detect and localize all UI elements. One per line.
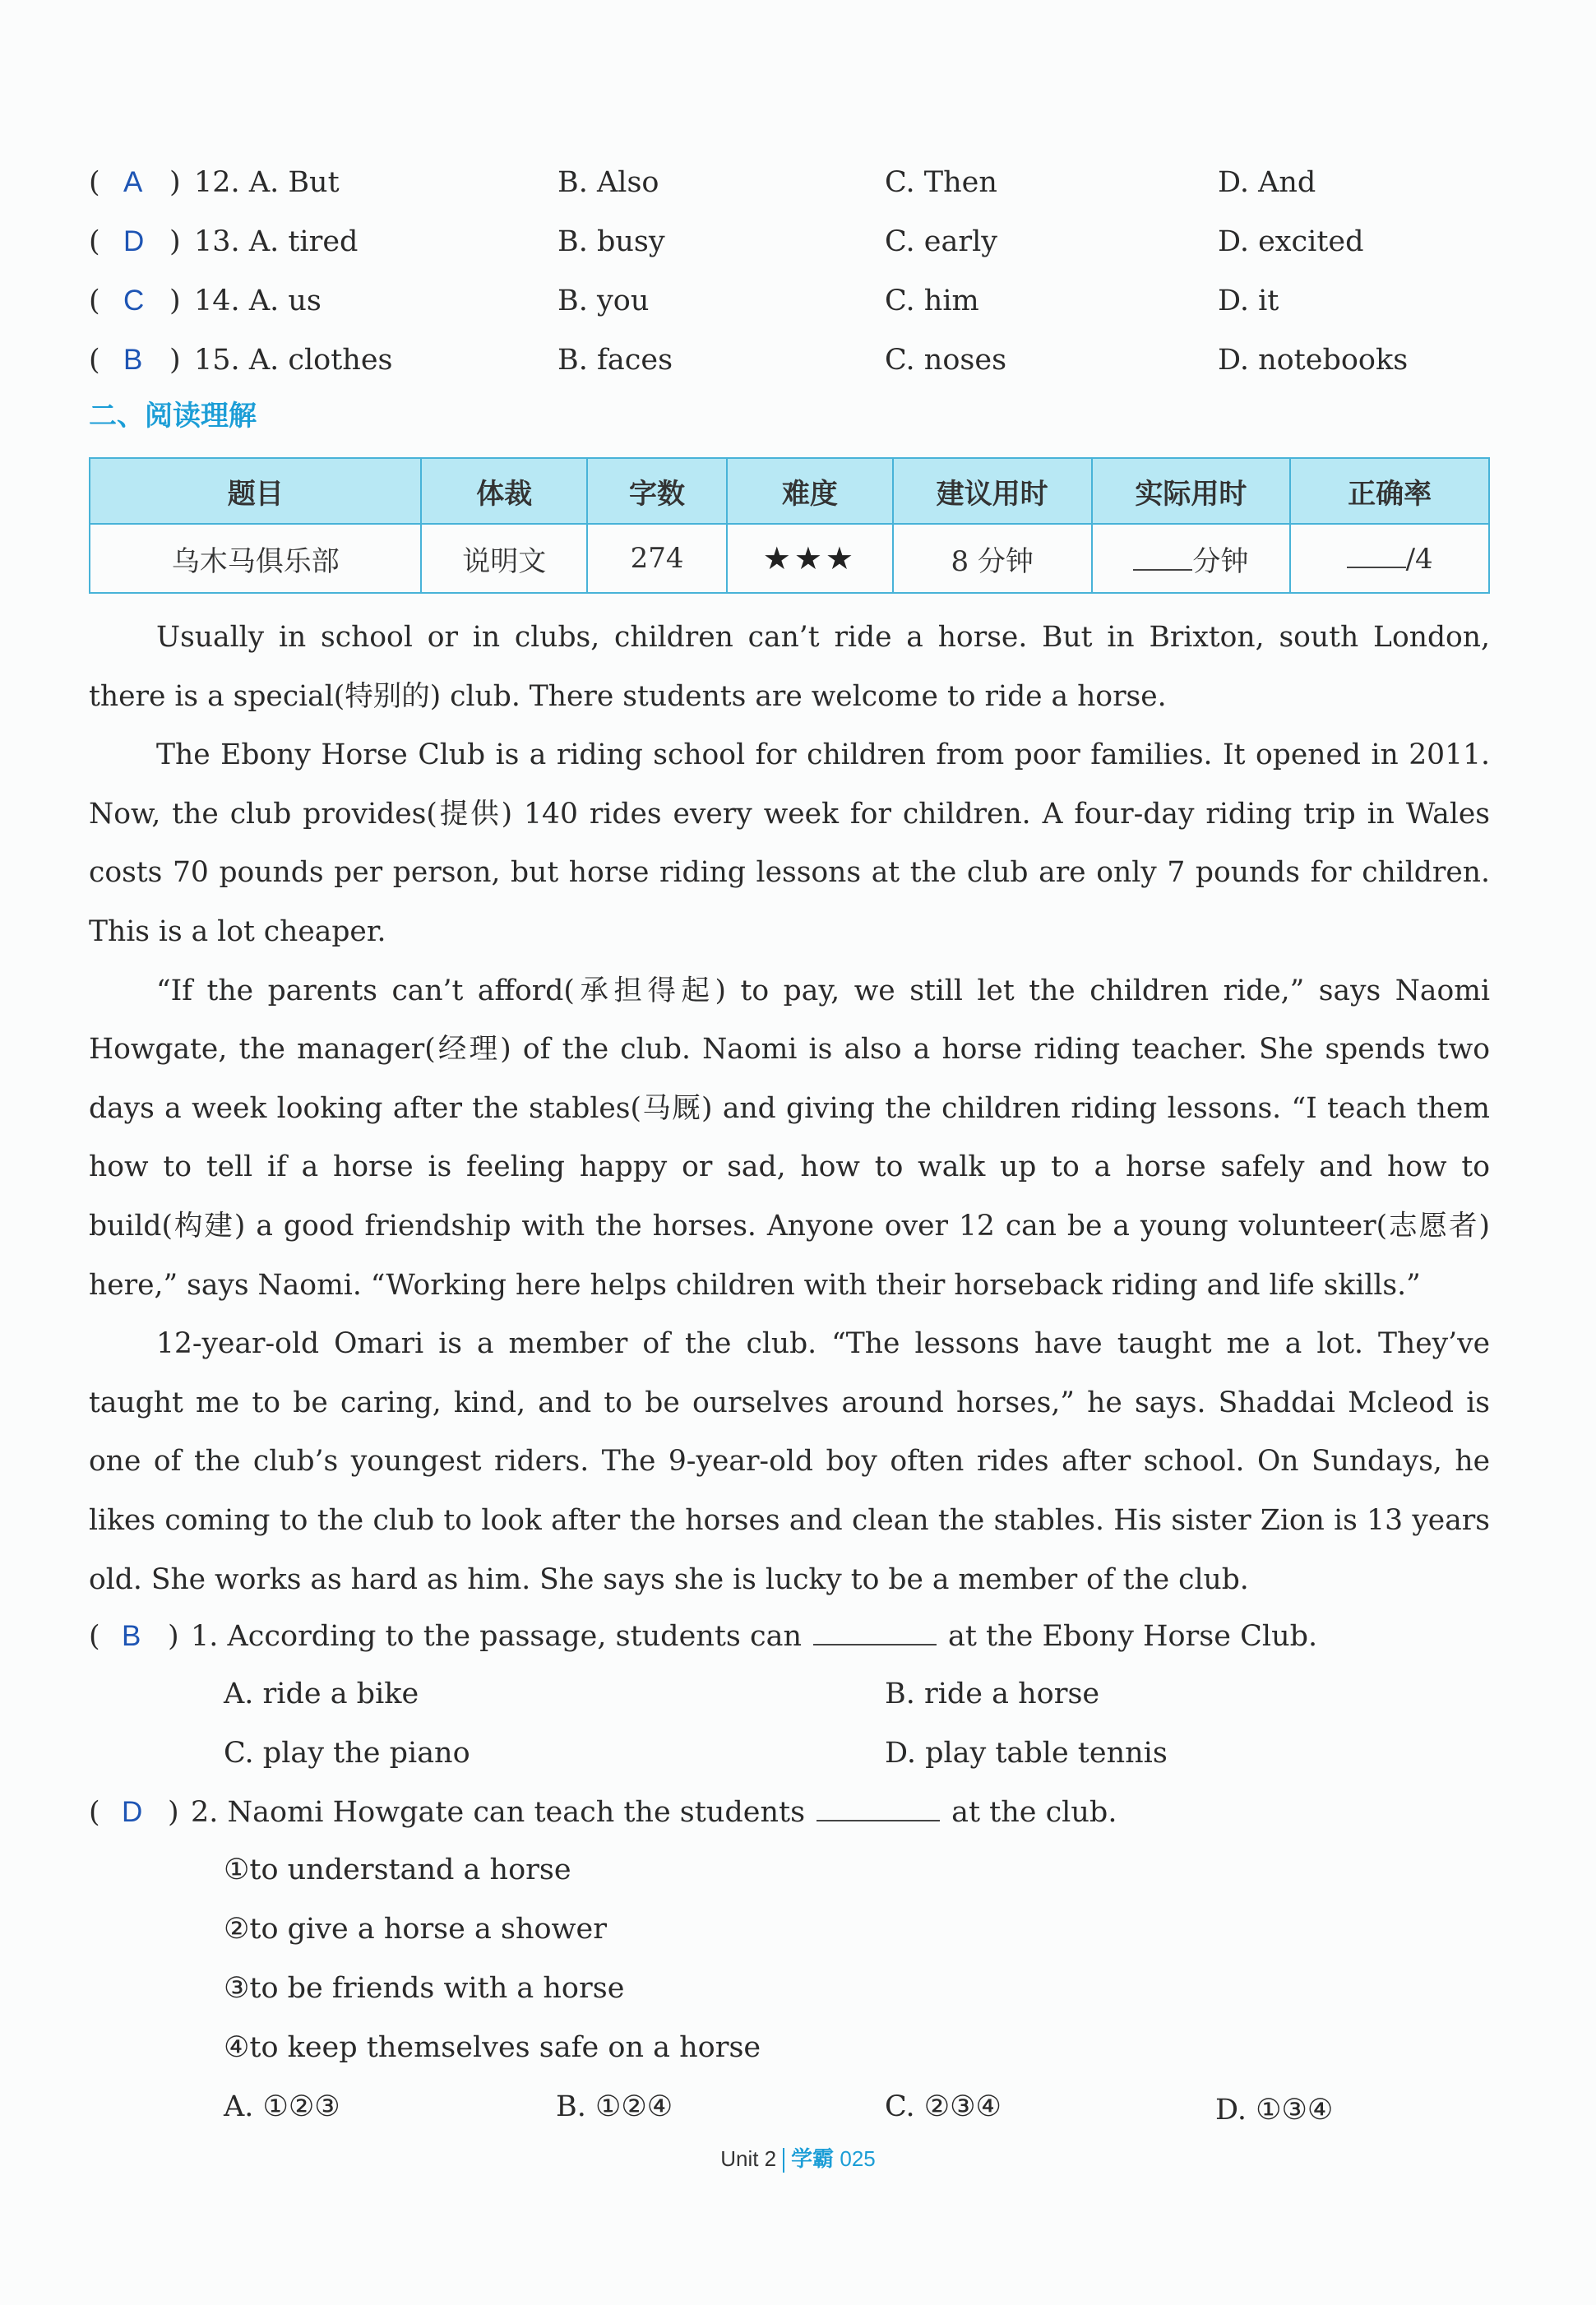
cloze-row: ( D ) 13. A. tired B. busy C. early D. excited xyxy=(89,217,1511,266)
table-row xyxy=(90,524,1489,593)
option-d: D. it xyxy=(1218,285,1279,317)
statement-item: ③to be friends with a horse xyxy=(224,1972,625,2005)
unit-label: Unit 2 xyxy=(720,2146,777,2171)
option-b: B. busy xyxy=(557,225,665,258)
question-number-and-option-a: 13. A. tired xyxy=(194,225,359,258)
actual-time-cell[interactable]: 分钟 xyxy=(1092,524,1291,593)
brand-label: 学霸 xyxy=(791,2147,835,2172)
passage-title-cell: 乌木马俱乐部 xyxy=(90,524,421,593)
question-number-and-option-a: 15. A. clothes xyxy=(194,344,393,377)
option-b: B. Also xyxy=(557,166,659,199)
cloze-row: ( C ) 14. A. us B. you C. him D. it xyxy=(89,276,1511,326)
answer-letter: D xyxy=(123,225,145,257)
answer-letter: D xyxy=(122,1796,143,1828)
accuracy-cell[interactable]: /4 xyxy=(1290,524,1489,593)
statement-item: ①to understand a horse xyxy=(224,1854,571,1886)
option-c: C. play the piano xyxy=(224,1737,470,1770)
reading-info-table xyxy=(89,457,1490,594)
question-number-and-option-a: 12. A. But xyxy=(194,166,340,199)
option-a: A. ride a bike xyxy=(224,1678,419,1710)
table-header: 难度 xyxy=(727,458,893,524)
table-header: 体裁 xyxy=(421,458,587,524)
answer-blank[interactable] xyxy=(813,1619,937,1645)
section-title: 二、阅读理解 xyxy=(89,400,257,433)
answer-letter: A xyxy=(123,166,143,198)
table-header: 建议用时 xyxy=(893,458,1092,524)
option-b: B. ①②④ xyxy=(556,2090,673,2123)
table-header: 字数 xyxy=(587,458,727,524)
option-c: C. ②③④ xyxy=(885,2090,1002,2123)
statement-item: ②to give a horse a shower xyxy=(224,1913,607,1946)
answer-blank[interactable] xyxy=(817,1795,940,1821)
suggested-time-cell: 8 分钟 xyxy=(893,524,1092,593)
actual-time-blank[interactable] xyxy=(1133,544,1192,571)
passage-paragraph: “If the parents can’t afford(承担得起) to pay, we still let the children ride,” says Naomi Howgate, the manager(经理) of the club. Naomi is also a horse riding teacher. She spends two days a week looking after the stables(马厩) and giving the children riding lessons. “I teach them how to tell if a horse is feeling happy or sad, how to walk up to a horse safely and how to build(构建) a good friendship with the horses. Anyone over 12 can be a young volunteer(志愿者) here,” says Naomi. “Working here helps children with their horseback riding and life skills.” xyxy=(89,974,1490,1302)
answer-letter: B xyxy=(122,1620,141,1652)
genre-cell: 说明文 xyxy=(421,524,587,593)
table-header: 实际用时 xyxy=(1092,458,1291,524)
option-b: B. ride a horse xyxy=(885,1678,1100,1710)
option-d: D. play table tennis xyxy=(885,1737,1168,1770)
passage-paragraph: Usually in school or in clubs, children can’t ride a horse. But in Brixton, south London, there is a special(特别的) club. There students are welcome to ride a horse. xyxy=(89,621,1490,713)
option-d: D. ①③④ xyxy=(1215,2094,1334,2127)
cloze-row: ( A ) 12. A. But B. Also C. Then D. And xyxy=(89,158,1511,207)
question-stem: 1. According to the passage, students can at the Ebony Horse Club. xyxy=(191,1620,1318,1653)
word-count-cell: 274 xyxy=(587,524,727,593)
option-b: B. faces xyxy=(557,344,673,377)
difficulty-stars: ★★★ xyxy=(762,540,857,576)
option-c: C. him xyxy=(885,285,979,317)
question-2: ( D ) 2. Naomi Howgate can teach the students at the club. xyxy=(89,1788,1487,1837)
reading-passage xyxy=(89,609,1490,1609)
accuracy-blank[interactable] xyxy=(1347,542,1406,568)
cloze-row: ( B ) 15. A. clothes B. faces C. noses D. notebooks xyxy=(89,336,1511,385)
option-c: C. Then xyxy=(885,166,997,199)
difficulty-cell xyxy=(727,524,893,593)
footer-divider xyxy=(783,2148,784,2173)
option-c: C. early xyxy=(885,225,998,258)
table-header-row xyxy=(90,458,1489,524)
answer-letter: C xyxy=(123,285,145,317)
option-c: C. noses xyxy=(885,344,1007,377)
passage-paragraph: 12-year-old Omari is a member of the club. “The lessons have taught me a lot. They’ve taught me to be caring, kind, and to be ourselves around horses,” he says. Shaddai Mcleod is one of the club’s youngest riders. The 9-year-old boy often rides after school. On Sundays, he likes coming to the club to look after the horses and clean the stables. His sister Zion is 13 years old. She works as hard as him. She says she is lucky to be a member of the club. xyxy=(89,1327,1490,1596)
option-a: A. ①②③ xyxy=(224,2090,340,2123)
page-footer xyxy=(0,2142,1596,2176)
statement-item: ④to keep themselves safe on a horse xyxy=(224,2031,761,2064)
option-d: D. notebooks xyxy=(1218,344,1409,377)
table-header: 题目 xyxy=(90,458,421,524)
option-d: D. excited xyxy=(1218,225,1364,258)
page-number: 025 xyxy=(840,2146,876,2171)
question-stem: 2. Naomi Howgate can teach the students at the club. xyxy=(191,1796,1117,1829)
option-d: D. And xyxy=(1218,166,1316,199)
passage-paragraph: The Ebony Horse Club is a riding school for children from poor families. It opened in 2011. Now, the club provides(提供) 140 rides every week for children. A four-day riding trip in Wales costs 70 pounds per person, but horse riding lessons at the club are only 7 pounds for children. This is a lot cheaper. xyxy=(89,738,1490,948)
option-b: B. you xyxy=(557,285,650,317)
question-number-and-option-a: 14. A. us xyxy=(194,285,322,317)
table-header: 正确率 xyxy=(1290,458,1489,524)
answer-letter: B xyxy=(123,344,143,376)
question-1: ( B ) 1. According to the passage, students can at the Ebony Horse Club. xyxy=(89,1612,1487,1661)
